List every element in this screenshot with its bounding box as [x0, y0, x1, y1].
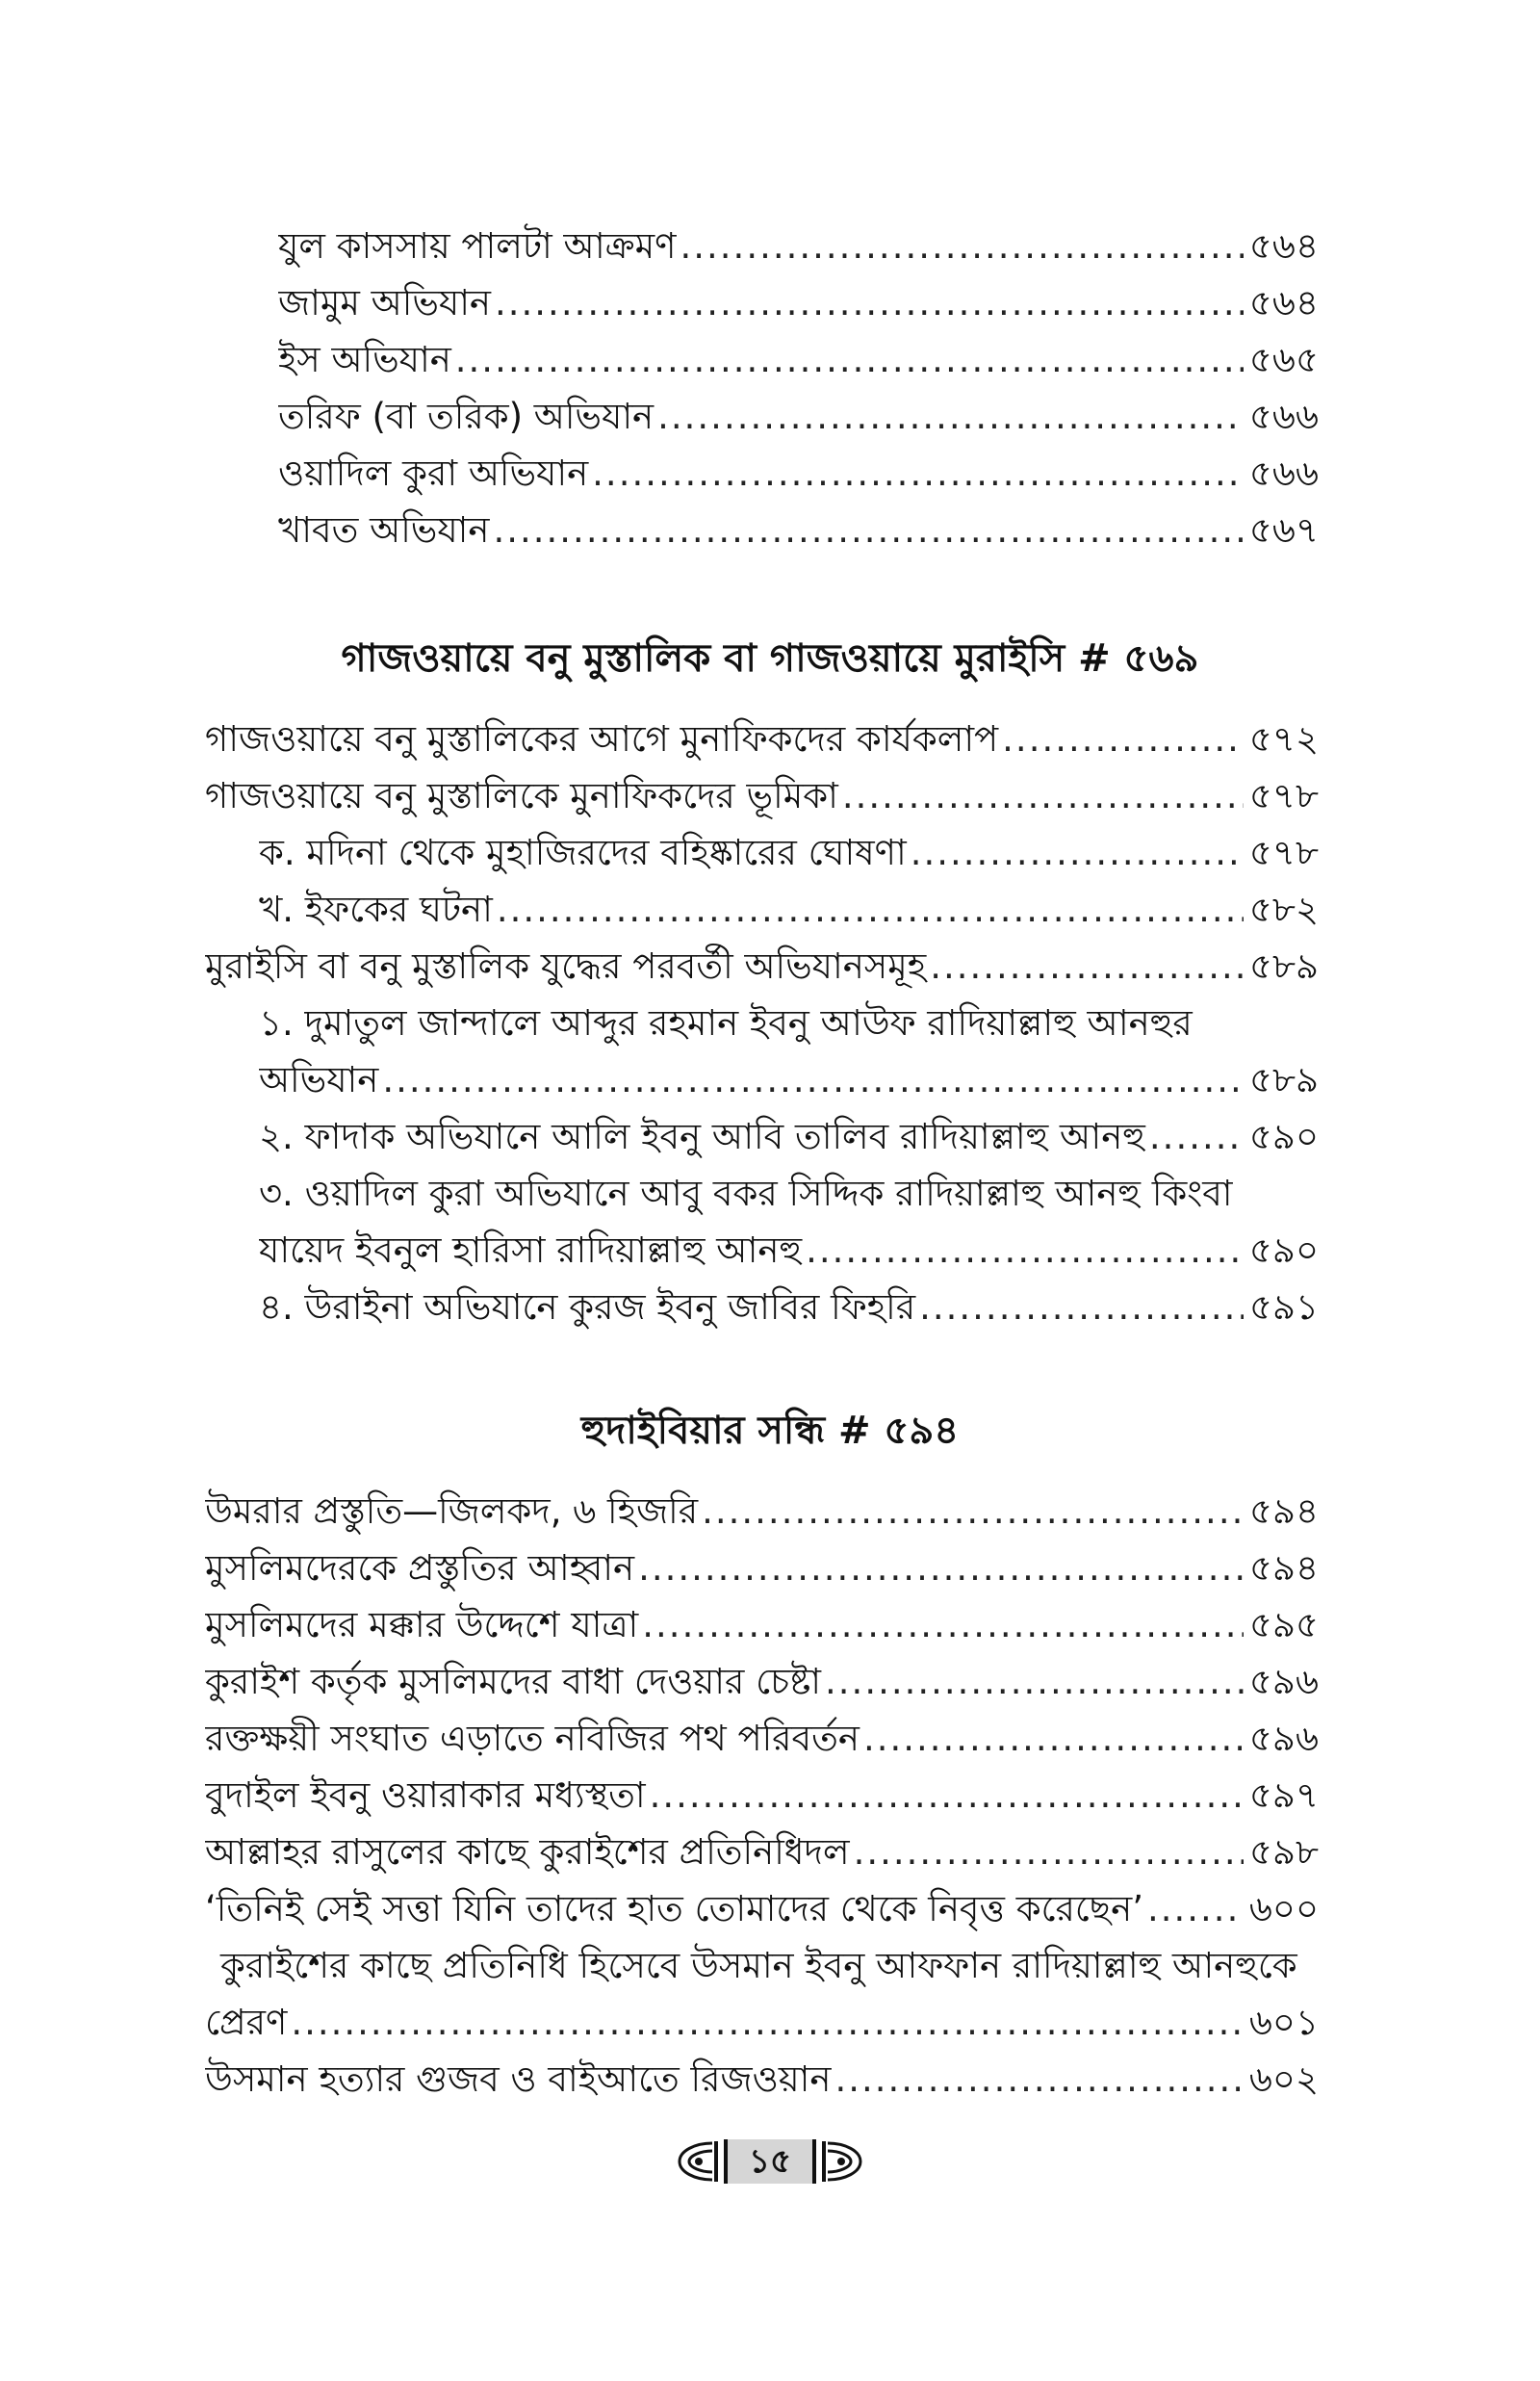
toc-entry-page: ৬০১: [1248, 2002, 1319, 2043]
page-number: ১৫: [724, 2139, 816, 2184]
toc-entry: [259, 1053, 1319, 1107]
toc-entry-label: খাবত অভিযান: [278, 509, 490, 551]
toc-entry-label: জামুম অভিযান: [278, 282, 492, 324]
toc-entry: [278, 220, 1319, 273]
toc-entry: [205, 1485, 1319, 1539]
toc-entry: [278, 276, 1319, 330]
toc-entry: [205, 1598, 1319, 1652]
toc-entry-label: ১. দুমাতুল জান্দালে আব্দুর রহমান ইবনু আউফ রাদিয়াল্লাহু আনহুর: [259, 1002, 1193, 1044]
leader-dots: [497, 883, 1244, 937]
toc-entry: [205, 2053, 1319, 2107]
toc-entry-page: ৫৯৭: [1248, 1774, 1319, 1816]
toc-entry-page: ৫৯৪: [1248, 1547, 1319, 1589]
leader-dots: [1149, 1110, 1244, 1164]
toc-entry-label: কুরাইশের কাছে প্রতিনিধি হিসেবে উসমান ইবনু আফফান রাদিয়াল্লাহু আনহুকে: [220, 1945, 1297, 1986]
toc-entry-label: ‘তিনিই সেই সত্তা যিনি তাদের হাত তোমাদের থেকে নিবৃত্ত করেছেন’: [205, 1888, 1143, 1929]
leader-dots: [911, 826, 1244, 880]
toc-entry-label: যায়েদ ইবনুল হারিসা রাদিয়াল্লাহু আনহু: [259, 1229, 803, 1271]
toc-entry: [205, 1996, 1319, 2050]
toc-entry-page: ৫৯০: [1248, 1116, 1319, 1157]
toc-entry: [205, 1655, 1319, 1709]
toc-entry-label: গাজওয়ায়ে বনু মুস্তালিকের আগে মুনাফিকদের কার্যকলাপ: [205, 718, 999, 760]
toc-entry: [205, 1541, 1319, 1595]
toc-entry: [278, 333, 1319, 387]
leader-dots: [657, 390, 1244, 444]
toc-entry: [259, 1224, 1319, 1278]
toc-entry-page: ৬০০: [1248, 1888, 1319, 1929]
toc-entry-page: ৫৯৫: [1248, 1604, 1319, 1645]
leader-dots: [919, 1281, 1244, 1334]
toc-entry: [259, 1110, 1319, 1164]
toc-entry: [259, 1281, 1319, 1334]
toc-entry-label: যুল কাসসায় পালটা আক্রমণ: [278, 225, 677, 267]
toc-entry-page: ৫৭২: [1248, 718, 1319, 760]
toc-entry-label: মুসলিমদেরকে প্রস্তুতির আহ্বান: [205, 1547, 635, 1589]
toc-entry-label: ওয়াদিল কুরা অভিযান: [278, 453, 589, 494]
toc-entry-label: অভিযান: [259, 1059, 379, 1100]
leader-dots: [680, 220, 1244, 273]
toc-entry-label: মুসলিমদের মক্কার উদ্দেশে যাত্রা: [205, 1604, 639, 1645]
leader-dots: [455, 333, 1244, 387]
toc-entry: [205, 1712, 1319, 1766]
leader-dots: [291, 1996, 1244, 2050]
leader-dots: [382, 1053, 1244, 1107]
toc-entry-page: ৫৬৪: [1248, 225, 1319, 267]
leader-dots: [638, 1541, 1244, 1595]
leader-dots: [834, 2053, 1243, 2107]
toc-entry-page: ৫৬৬: [1248, 453, 1319, 494]
toc-entry-page: ৫৯৬: [1248, 1661, 1319, 1702]
toc-entry-label: উমরার প্রস্তুতি—জিলকদ, ৬ হিজরি: [205, 1490, 699, 1532]
toc-entry-page: ৫৮২: [1248, 889, 1319, 930]
toc-entry-page: ৫৮৯: [1248, 1059, 1319, 1100]
toc-entry: [205, 1882, 1319, 1936]
toc-entry: [278, 447, 1319, 501]
toc-entry: [205, 1825, 1319, 1879]
toc-entry-page: ৫৬৪: [1248, 282, 1319, 324]
toc-entry-page: ৫৯১: [1248, 1286, 1319, 1328]
toc-entry-page: ৫৮৯: [1248, 945, 1319, 987]
toc-entry-label: ৪. উরাইনা অভিযানে কুরজ ইবনু জাবির ফিহরি: [259, 1286, 916, 1328]
toc-entry: [259, 826, 1319, 880]
leader-dots: [842, 769, 1244, 823]
toc-entry: [278, 504, 1319, 557]
toc-entry-label: ইস অভিযান: [278, 339, 451, 380]
toc-entry-label: খ. ইফকের ঘটনা: [259, 889, 493, 930]
toc-entry-page: ৫৭৮: [1248, 775, 1319, 816]
toc-entry: [259, 883, 1319, 937]
leader-dots: [1002, 712, 1244, 766]
leader-dots: [1147, 1882, 1244, 1936]
toc-entry-page: ৫৬৭: [1248, 509, 1319, 551]
leader-dots: [702, 1485, 1244, 1539]
toc-entry-page: ৫৬৫: [1248, 339, 1319, 380]
left-ornament-icon: [674, 2137, 718, 2186]
page-footer: [0, 2133, 1540, 2190]
leader-dots: [592, 447, 1244, 501]
leader-dots: [930, 940, 1244, 994]
leader-dots: [825, 1655, 1244, 1709]
toc-entry-label: কুরাইশ কর্তৃক মুসলিমদের বাধা দেওয়ার চেষ্টা: [205, 1661, 822, 1702]
toc-entry-label: উসমান হত্যার গুজব ও বাইআতে রিজওয়ান: [205, 2058, 832, 2100]
leader-dots: [806, 1224, 1244, 1278]
toc-entry-label: তরিফ (বা তরিক) অভিযান: [278, 396, 654, 437]
toc-entry-page: ৫৯৮: [1248, 1831, 1319, 1873]
toc-entry-label: গাজওয়ায়ে বনু মুস্তালিকে মুনাফিকদের ভূমিকা: [205, 775, 838, 816]
toc-entry: [205, 1769, 1319, 1823]
leader-dots: [495, 276, 1244, 330]
toc-entry: [205, 712, 1319, 766]
leader-dots: [854, 1825, 1244, 1879]
toc-entry-page: ৫৭৮: [1248, 832, 1319, 873]
leader-dots: [642, 1598, 1244, 1652]
toc-entry-label: বুদাইল ইবনু ওয়ারাকার মধ্যস্থতা: [205, 1774, 646, 1816]
toc-entry: [278, 390, 1319, 444]
leader-dots: [650, 1769, 1244, 1823]
leader-dots: [493, 504, 1243, 557]
toc-entry: [205, 769, 1319, 823]
toc-entry-page: ৫৬৬: [1248, 396, 1319, 437]
toc-entry-label: ক. মদিনা থেকে মুহাজিরদের বহিষ্কারের ঘোষণা: [259, 832, 907, 873]
toc-entry-page: ৫৯৪: [1248, 1490, 1319, 1532]
section-heading: হুদাইবিয়ার সন্ধি # ৫৯৪: [580, 1409, 960, 1453]
toc-entry-page: ৬০২: [1248, 2058, 1319, 2100]
toc-entry-label: ৩. ওয়াদিল কুরা অভিযানে আবু বকর সিদ্দিক রাদিয়াল্লাহু আনহু কিংবা: [259, 1173, 1233, 1214]
leader-dots: [863, 1712, 1244, 1766]
toc-entry-label: ২. ফাদাক অভিযানে আলি ইবনু আবি তালিব রাদিয়াল্লাহু আনহু: [259, 1116, 1145, 1157]
toc-entry-label: মুরাইসি বা বনু মুস্তালিক যুদ্ধের পরবর্তী অভিযানসমূহ: [205, 945, 927, 987]
toc-entry-page: ৫৯০: [1248, 1229, 1319, 1271]
toc-entry-label: রক্তক্ষয়ী সংঘাত এড়াতে নবিজির পথ পরিবর্তন: [205, 1718, 860, 1759]
section-heading: গাজওয়ায়ে বনু মুস্তালিক বা গাজওয়ায়ে মুরাইসি # ৫৬৯: [341, 636, 1199, 681]
toc-entry-label: প্রেরণ: [205, 2002, 288, 2043]
toc-entry: [205, 940, 1319, 994]
toc-entry-label: আল্লাহর রাসুলের কাছে কুরাইশের প্রতিনিধিদল: [205, 1831, 850, 1873]
toc-entry-page: ৫৯৬: [1248, 1718, 1319, 1759]
right-ornament-icon: [822, 2137, 866, 2186]
